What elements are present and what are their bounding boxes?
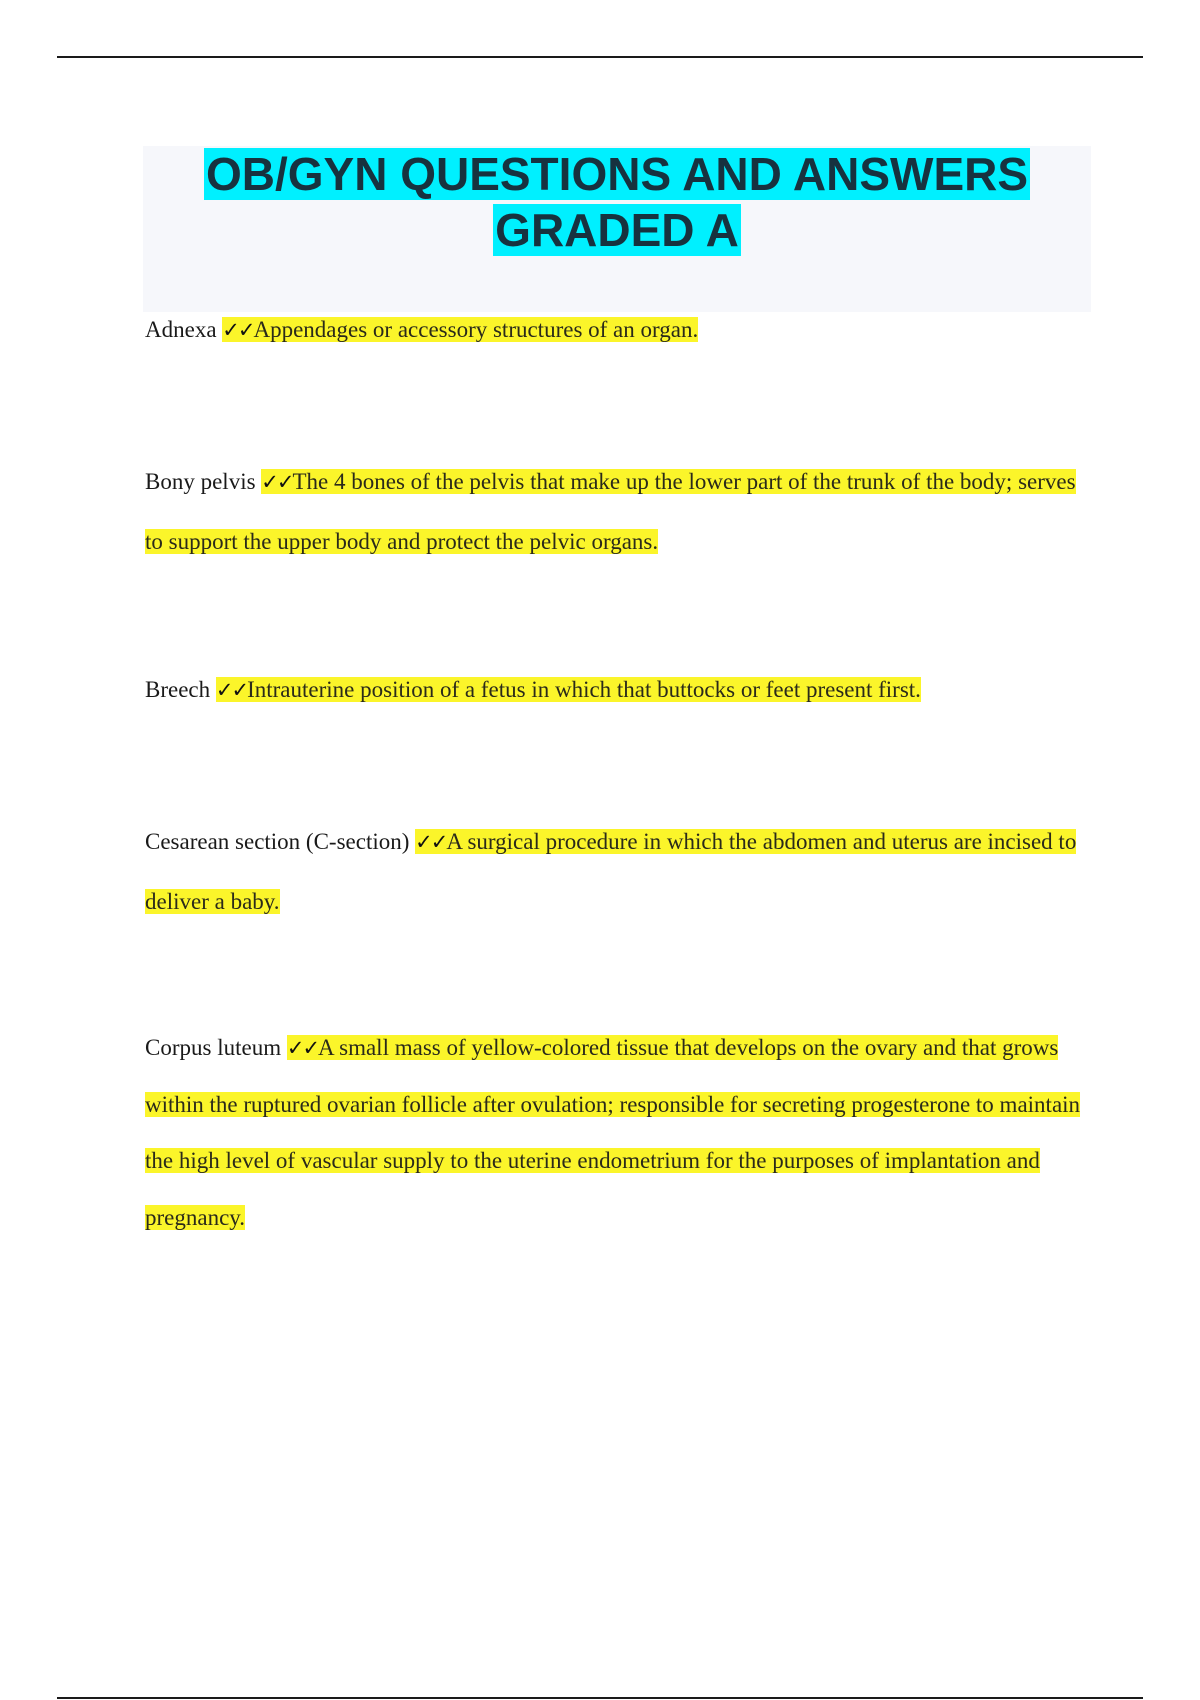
entry-answer bbox=[222, 317, 698, 342]
double-check-icon: ✓✓ bbox=[415, 830, 447, 854]
entry-definition: A small mass of yellow-colored tissue that develops on the ovary and that grows within the ruptured ovarian follicle after ovulation; responsible for secreting progesterone to maintain the high level of vascular supply to the uterine endometrium for the purposes of implantation and pregnancy. bbox=[145, 1035, 1081, 1230]
bottom-rule bbox=[57, 1697, 1143, 1699]
entry-term: Breech bbox=[145, 677, 211, 702]
qa-entry-adnexa bbox=[145, 300, 1090, 360]
entry-term: Corpus luteum bbox=[145, 1035, 282, 1060]
top-rule bbox=[57, 56, 1143, 58]
entry-term: Bony pelvis bbox=[145, 469, 256, 494]
double-check-icon: ✓✓ bbox=[261, 470, 293, 494]
entry-answer bbox=[145, 1035, 1080, 1230]
entry-definition: The 4 bones of the pelvis that make up the lower part of the trunk of the body; serves to support the upper body and protect the pelvic organs. bbox=[145, 469, 1076, 554]
qa-entry-cesarean-section bbox=[145, 812, 1090, 932]
double-check-icon: ✓✓ bbox=[286, 1036, 319, 1060]
title-block bbox=[143, 146, 1091, 312]
qa-entry-corpus-luteum bbox=[145, 1020, 1090, 1246]
qa-entry-breech bbox=[145, 660, 1090, 720]
entry-definition: Appendages or accessory structures of an organ. bbox=[253, 317, 699, 342]
page-title bbox=[143, 146, 1091, 258]
entry-definition: A surgical procedure in which the abdomen and uterus are incised to deliver a baby. bbox=[145, 829, 1077, 914]
entry-definition: Intrauterine position of a fetus in which that buttocks or feet present first. bbox=[247, 677, 921, 702]
entry-term: Cesarean section (C-section) bbox=[145, 829, 410, 854]
entry-term: Adnexa bbox=[145, 317, 217, 342]
entry-answer bbox=[145, 469, 1076, 554]
double-check-icon: ✓✓ bbox=[222, 318, 254, 342]
qa-entry-bony-pelvis bbox=[145, 452, 1090, 572]
title-line-2: GRADED A bbox=[495, 204, 739, 256]
title-line-1: OB/GYN QUESTIONS AND ANSWERS bbox=[205, 148, 1029, 200]
double-check-icon: ✓✓ bbox=[215, 678, 248, 702]
entry-answer bbox=[216, 677, 921, 702]
